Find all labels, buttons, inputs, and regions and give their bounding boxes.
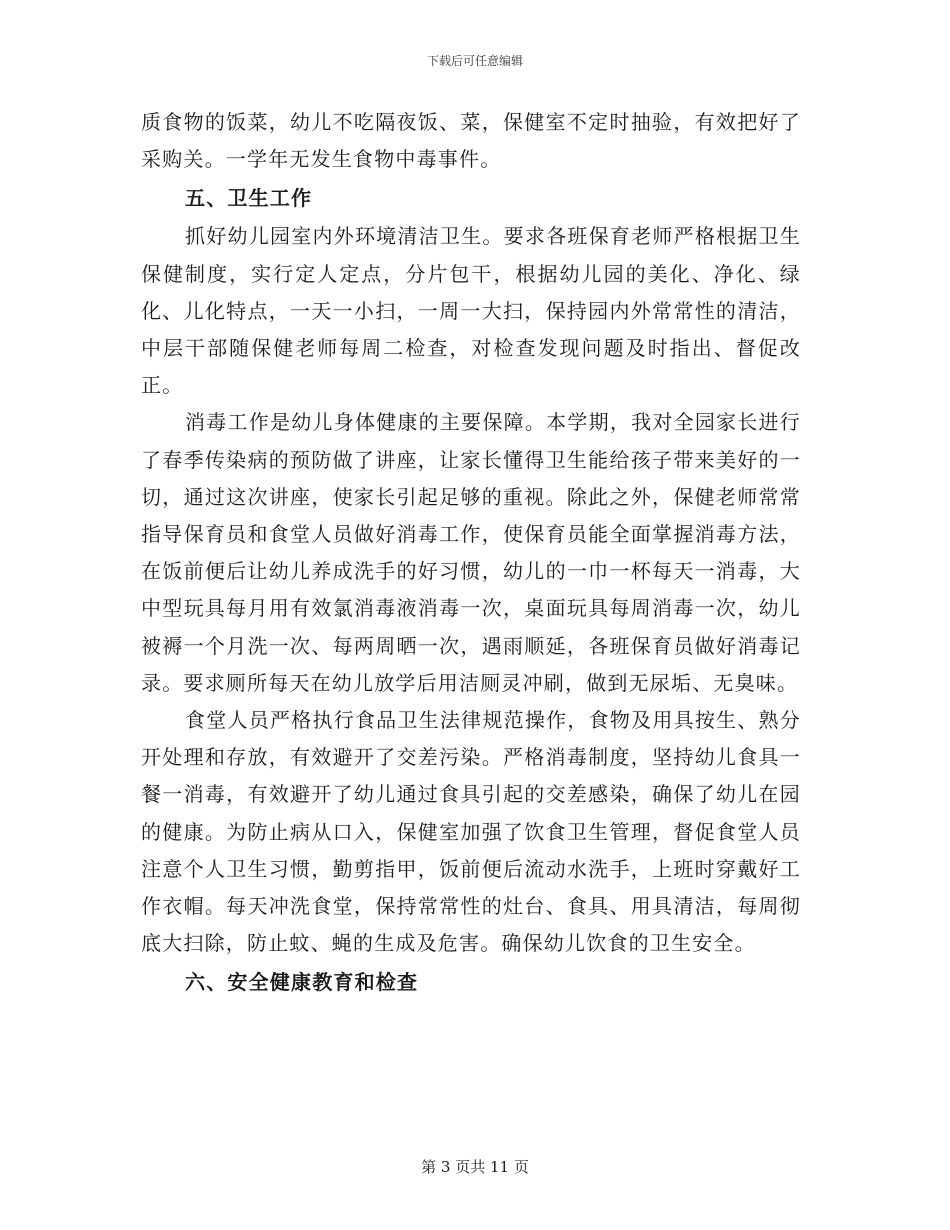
document-body bbox=[141, 104, 801, 1002]
page-header: 下载后可任意编辑 bbox=[426, 54, 523, 68]
paragraph-environment-cleaning: 抓好幼儿园室内外环境清洁卫生。要求各班保育老师严格根据卫生保健制度，实行定人定点，分片包干，根据幼儿园的美化、净化、绿化、儿化特点，一天一小扫，一周一大扫，保持园内外常常性的清洁，中层干部随保健老师每周二检查，对检查发现问题及时指出、督促改正。 bbox=[141, 224, 801, 398]
paragraph-continued: 质食物的饭菜，幼儿不吃隔夜饭、菜，保健室不定时抽验，有效把好了采购关。一学年无发生食物中毒事件。 bbox=[141, 110, 801, 172]
section-heading-safety: 六、安全健康教育和检查 bbox=[185, 970, 419, 995]
page-number: 第 3 页共 11 页 bbox=[421, 1158, 529, 1176]
section-heading-hygiene: 五、卫生工作 bbox=[185, 186, 313, 211]
paragraph-disinfection: 消毒工作是幼儿身体健康的主要保障。本学期，我对全园家长进行了春季传染病的预防做了讲座，让家长懂得卫生能给孩子带来美好的一切，通过这次讲座，使家长引起足够的重视。除此之外，保健老师常常指导保育员和食堂人员做好消毒工作，使保育员能全面掌握消毒方法，在饭前便后让幼儿养成洗手的好习惯，幼儿的一巾一杯每天一消毒，大中型玩具每月用有效氯消毒液消毒一次，桌面玩具每周消毒一次，幼儿被褥一个月洗一次、每两周晒一次，遇雨顺延，各班保育员做好消毒记录。要求厕所每天在幼儿放学后用洁厕灵冲刷，做到无尿垢、无臭味。 bbox=[141, 410, 801, 695]
paragraph-canteen-hygiene: 食堂人员严格执行食品卫生法律规范操作，食物及用具按生、熟分开处理和存放，有效避开了交差污染。严格消毒制度，坚持幼儿食具一餐一消毒，有效避开了幼儿通过食具引起的交差感染，确保了幼儿在园的健康。为防止病从口入，保健室加强了饮食卫生管理，督促食堂人员注意个人卫生习惯，勤剪指甲，饭前便后流动水洗手，上班时穿戴好工作衣帽。每天冲洗食堂，保持常常性的灶台、食具、用具清洁，每周彻底大扫除，防止蚊、蝇的生成及危害。确保幼儿饮食的卫生安全。 bbox=[141, 708, 801, 956]
